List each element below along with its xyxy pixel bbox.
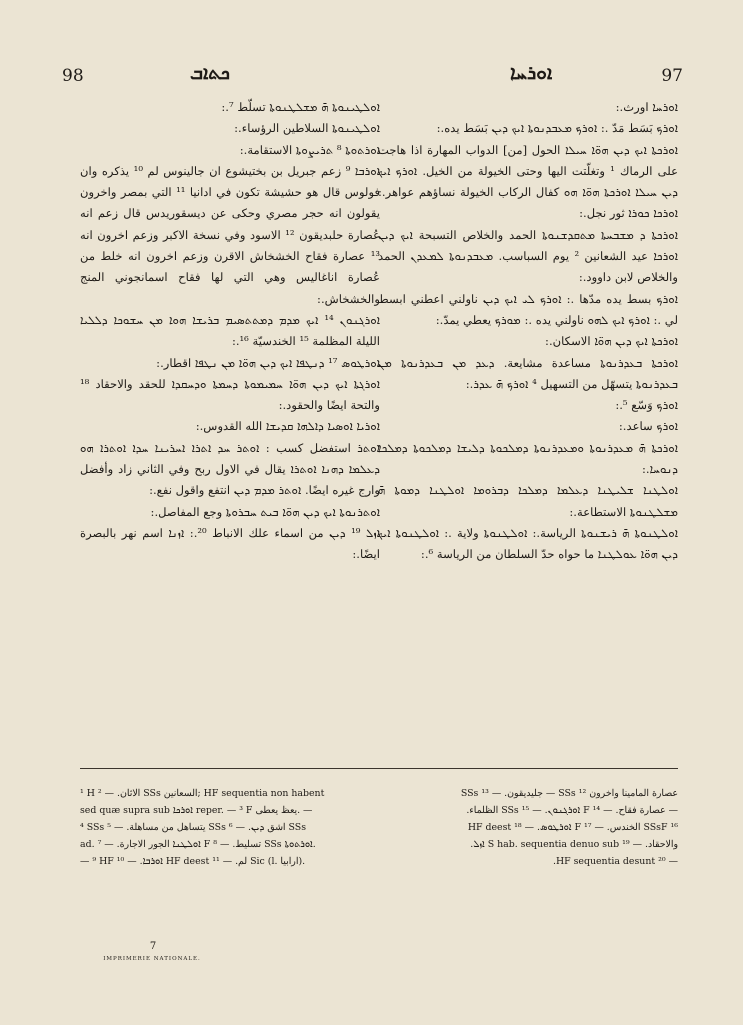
right-footnotes <box>383 785 678 925</box>
footnote-line: ¹⁶ SSsF الخندس. — ¹⁷ F ܐܘܪܛܘܣ. — ¹⁸ HF deest <box>467 822 678 833</box>
left-text-column <box>80 97 380 737</box>
lexicon-entry: ܐܘܪܟܬܐ ܗ̄ ܡܥܕܪܢܘܬܐ ܘܡܥܕܪܢܘܬܐ ܕܡܠܟܘܬܐ ܕܠܝܫܐ ܕܡܠܟܘܬܐ ܕܡܠܟܐ ܕܢܘܚܐ.: <box>378 440 678 477</box>
footnote-line: ⁴ SSs يتساهل من مساهلة. — ⁵ SSs اشق ܕܝܢ. — ⁶ SSs <box>80 822 307 833</box>
left-running-head: ܟܬܐܒ <box>190 62 230 84</box>
lexicon-entry: ܐܘܠܛܢܐ ܫܠܝܛܢܐ ܕܥܠܡܐ ܕܡܠܟܐ ܕܒܪܘܡܐ ܐܘܠܛܢܐ ܕܡܘܬܐ ܗ̄ ܡܫܠܛܢܘܬܐ الاستطاعة.: <box>378 483 678 519</box>
footnote-line: عصارة المامينا واخرون ¹² SSs — جليديقون. — ¹³ SSs <box>460 788 678 799</box>
footnote-line: والاحقاد. — ¹⁹ S hab. sequentia denuo sub ܐܙܠ. <box>470 839 678 850</box>
footnote-divider <box>80 768 678 769</box>
footnote-line: ad. ܐܘܠܛܢܐ الجور الاجارة. — ⁷ F تسليط. — ⁸ SSs ܐܘܪܬܘܬܐ. <box>80 839 316 850</box>
lexicon-entry: ܐܘܠܛܝܢܘܬܐ ܗ̄ ܡܫܠܛܢܘܬܐ تسلّط ⁷.: <box>221 100 380 114</box>
lexicon-entry: ܐܘܪܟܬܐ ܕ ܡܫܒܚܬܐ ܡܬܩܕܫܢܘܬܐ الحمد والخلاص التسبحة ܐܝܟ ܕܝܢ ܐܘܪܟܐ عيد الشعانين ² يوم السباسب. ܡܥܒܕܢܘܬܐ ܠܡܥܕܢ الحمد والخلاص لابن داوود.: <box>378 227 678 285</box>
lexicon-entry: ܐܘܪܬܘܬܐ ⁸ ܬܪܝܨܘܬܐ الاستقامة.: <box>239 142 380 157</box>
footnote-line: sed quæ supra sub ܐܘܪܟܐ reper. — ³ F يعظ يعطى. — <box>80 805 313 816</box>
lexicon-entry: ܐܘܪܛܘܣ ¹⁷ ܕܢܛܦܐ ܐܝܟ ܕܝܢ ܗܘ̈ܐ ܡܢ ܢܛܦܐ اقطار.: <box>156 355 380 370</box>
footnote-line: ¹ H الاثان. — ² SSs السعانين; HF sequentia non habent <box>80 788 325 799</box>
lexicon-entry: ܐܙܠ ¹⁹ ܕܝܢ من اسماء علك الانباط ²⁰.: ܐܙܢܐ اسم نهر بالبصرة ايضًا.: <box>80 525 380 562</box>
lexicon-entry: ܐܘܪܟ بَسَط مَدّ .: ܐܘܪܟ ܡܥܒܕܢܘܬܐ ܐܝܟ ܕܝܢ بَسَط يده.: <box>436 121 678 136</box>
left-footnotes <box>80 785 375 925</box>
printer-imprint: IMPRIMERIE NATIONALE. <box>103 956 201 962</box>
lexicon-entry: ܐܘܬܪ استفضل كسب : ܐܘܬܪ ܚܕ ܐܬܪܐ ܐܚܪܝܢܐ ܚܕܐ ܐܘܬܪܐ ܗܘ ܕܥܠܡܐ ܕܗܢܐ ܐܘܬܪܐ يقال في الاول ربح وفي الثاني زاد وأفضل وارج غيره ايضًا. ܐܘܬܪ ܡܕܡ ܕܝܢ انتفع واقول نفع.: <box>80 440 380 498</box>
footnote-line: — عصارة فقاح. — ¹⁴ F ܐܘܪܓܢܘܢ. — ¹⁵ SSs الظلماء. <box>466 805 678 816</box>
lexicon-entry: ܐܘܪܝܐ ܐܘܣܝܐ ܕܐܠܗܐ ܩܕܝܫܐ الله القدوس.: <box>195 419 380 434</box>
lexicon-entry: ܐܘܪܓܢܘܢ ¹⁴ ܐܝܟ ܡܕܡ ܕܡܬܬܣܝܡ ܒܪܝܫܐ ܗܘܐ ܡܢ ܚܫܘܟܐ ܕܠܠܝܐ الليلة المظلمة ¹⁵ الخندسيّة ¹⁶.: <box>80 312 380 349</box>
lexicon-entry: ܐܘܪܓܬܐ ܐܝܟ ܕܝܢ ܗܘ̈ܐ ܚܡܝܡܘܬܐ ܕܚܡܬܐ ܘܕܚܩܕܐ للحقد والاحقاد ¹⁸ والتحة ايضًا والحقود.: <box>80 376 380 413</box>
left-page-number: 98 <box>62 66 84 86</box>
lexicon-entry: ܐܘܪܚܐ اورث.: <box>615 100 678 114</box>
lexicon-entry: ܐܘܪܟܬܐ ܐܝܟ ܕܝܢ ܗܘ̈ܐ ܚܝܠܐ الحول [من] الدواب المهارة اذا هاجت على الرماك ¹ وتغلّتت اليها وحتى الخيولة من الخيل. ܐܘܪܟ ܐܝܟ ܕܝܢ ܚܝܠܐ ܐܘܪܟܬܐ ܗܘ̈ܐ ܗܘ كفال الركاب الخيولة نساؤهم عواهر.: ܐܘܪܟܐ ܟܘܪܐ ثور نجل.: <box>378 142 678 221</box>
lexicon-entry: ܐܘܪܟܬܐ ܒܥܕܪܢܘܬܐ مساعدة مشايعة. ܕܥܕ ܡܢ ܒܥܕܪܢܘܬܐ ܡܢ ܒܥܕܪܢܘܬܐ يتسهّل من التسهيل ⁴ ܐܘܪܟ ܗ̄ ܥܕܪ.: <box>378 355 678 391</box>
lexicon-entry: ܐܘܪܟ وَسّع ⁵.: <box>615 398 678 413</box>
lexicon-entry: ܐܘܠܛܢܘܬܐ ܗ̄ ܪܝܫܢܘܬܐ الرياسة.: ܐܘܠܛܢܘܬܐ ولاية .: ܐܘܠܛܢܘܬܐ ܐܝܟ ܕܝܢ ܗܘ̈ܐ ܥܘܠܛܢܐ ما حواه حدّ السلطان من الرياسة ⁶.: <box>378 525 678 562</box>
lexicon-entry: ܐܘܬܪܢܘܬܐ ܐܝܟ ܕܝܢ ܗܘ̈ܐ ܒܝܬ ܚܒܪܘܬܐ وجع المفاصل.: <box>150 504 380 519</box>
lexicon-entry: ܐܘܪܟ ساعد.: <box>618 419 678 434</box>
footnote-line: — ²⁰ HF sequentia desunt. <box>552 856 678 867</box>
lexicon-entry: ܐܘܪܟܬܐ ܐܝܟ ܕܝܢ ܗܘ̈ܐ الاسكان.: <box>545 334 678 349</box>
right-page-number: 97 <box>661 66 683 86</box>
signature-mark: 7 <box>149 941 157 952</box>
right-text-column <box>378 97 678 737</box>
lexicon-entry: ܐܘܪܟ بسط يده مدّها .: ܐܘܪܟ ܠܝ ܐܝܟ ܕܝܢ ناولني اعطني ابسط لي .: ܐܘܪܟ ܐܝܟ ܠܗܘ ناولني يده .: ܡܘܪܟ يعطي يمدّ.: <box>378 291 678 327</box>
right-running-head: ܐܘܪܚܐ <box>510 62 553 84</box>
lexicon-entry: ܐܘܠܛܝܢܘܬܐ السلاطين الرؤساء.: <box>234 121 380 136</box>
footnote-line: — ⁹ HF ܐܘܪܒܐ. — ¹⁰ HF deest لم. — ¹¹ Sic (l. ارابيا). <box>80 856 306 867</box>
lexicon-entry: ܐܘܪܒܐ ⁹ زعم جبريل بن بختيشوع ان جالينوس لم ¹⁰ يذكره وان فولوس قال هو حشيشة تكون في ادانيا ¹¹ التي بمصر واخرون يقولون انه حجر مصري وحكى عن ديسقوريدس قال زعم انه عُصارة حلبديقون ¹² الاسود وفي نسخة الاكبر وزعم اخرون انه ¹³ عصارة فقاح الخشخاش الاقرن وزعم اخرون انه خلط من عُصارة اناغاليس وهي التي لها فقاح اسمانجوني المنج والخشخاش.: <box>80 163 380 306</box>
